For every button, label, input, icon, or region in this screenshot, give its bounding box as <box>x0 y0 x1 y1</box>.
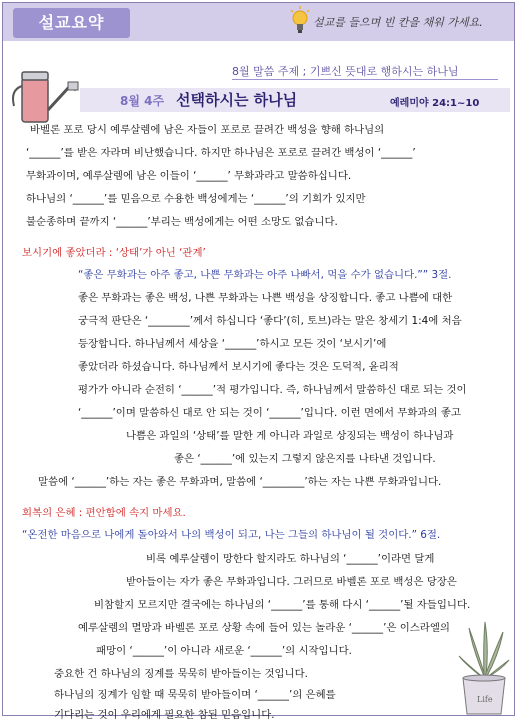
body-line: 기다리는 것이 우리에게 필요한 참된 믿음입니다. <box>54 709 275 721</box>
instruction-text: 설교를 들으며 빈 칸을 채워 가세요. <box>313 16 483 29</box>
intro-line: ‘______’를 받은 자라며 비난했습니다. 하지만 하나님은 포로로 끌려간 백성이 ‘______’ <box>26 147 416 159</box>
plant-pot-label: Life <box>477 695 493 704</box>
lightbulb-icon <box>288 6 312 36</box>
intro-line: 바벨론 포로 당시 예루살렘에 남은 자들이 포로로 끌려간 백성을 향해 하나님의 <box>30 124 385 136</box>
body-line: 좋은 ‘______’에 있는지 그렇지 않은지를 나타낸 것입니다. <box>174 453 436 465</box>
body-line: 비록 예루살렘이 망한다 할지라도 하나님의 ‘______’이라면 달게 <box>146 553 435 565</box>
body-line: 평가가 아니라 순전히 ‘______’적 평가입니다. 즉, 하나님께서 말씀하신 대로 되는 것이 <box>78 384 467 396</box>
body-line: 좋았더라 하셨습니다. 하나님께서 보시기에 좋다는 것은 도덕적, 윤리적 <box>78 361 399 373</box>
intro-line: 불순종하며 끝까지 ‘______’부리는 백성에게는 어떤 소망도 없습니다. <box>26 216 338 228</box>
section-tab: 설교요약 <box>13 8 130 38</box>
potted-plant-icon <box>455 620 513 716</box>
watering-can-icon <box>4 60 82 126</box>
divider <box>232 79 498 80</box>
monthly-topic: 8월 말씀 주제 ; 기쁘신 뜻대로 행하시는 하나님 <box>232 65 459 78</box>
sermon-title: 선택하시는 하나님 <box>176 91 298 109</box>
body-line: 패망이 ‘______’이 아니라 새로운 ‘______’의 시작입니다. <box>96 645 352 657</box>
body-line: 궁극적 판단은 ‘________’께서 하십니다 ‘좋다’(히, 토브)라는 말은 창세기 1:4에 처음 <box>78 315 462 327</box>
intro-line: 무화과이며, 예루살렘에 남은 이들이 ‘______’ 무화과라고 말씀하십니다. <box>26 170 352 182</box>
section-heading: 회복의 은혜 : 편안함에 속지 마세요. <box>22 507 186 519</box>
body-line: 비참할지 모르지만 결국에는 하나님의 ‘______’를 통해 다시 ‘______’될 자들입니다. <box>94 599 471 611</box>
section-heading: 보시기에 좋았더라 : ‘상태’가 아닌 ‘관계’ <box>22 247 206 259</box>
body-line: 중요한 건 하나님의 징계를 묵묵히 받아들이는 것입니다. <box>54 668 308 680</box>
scripture-quote: “온전한 마음으로 나에게 돌아와서 나의 백성이 되고, 나는 그들의 하나님이 될 것이다.” 6절. <box>22 529 441 541</box>
body-line: 등장합니다. 하나님께서 세상을 ‘______’하시고 모든 것이 ‘보시기’에 <box>78 338 387 350</box>
body-line: 받아들이는 자가 좋은 무화과입니다. 그러므로 바벨론 포로 백성은 당장은 <box>126 576 457 588</box>
body-line: 하나님의 징계가 임할 때 묵묵히 받아들이며 ‘______’의 은혜를 <box>54 689 336 701</box>
scripture-reference: 예레미야 24:1~10 <box>390 98 480 109</box>
body-line: 예루살렘의 멸망과 바벨론 포로 상황 속에 들어 있는 놀라운 ‘______’은 이스라엘의 <box>78 622 450 634</box>
intro-line: 하나님의 ‘______’를 믿음으로 수용한 백성에게는 ‘______’의 기회가 있지만 <box>26 193 366 205</box>
week-label: 8월 4주 <box>120 94 165 108</box>
scripture-quote: “좋은 무화과는 아주 좋고, 나쁜 무화과는 아주 나빠서, 먹을 수가 없습니다.”” 3절. <box>78 269 452 281</box>
body-line: 좋은 무화과는 좋은 백성, 나쁜 무화과는 나쁜 백성을 상징합니다. 좋고 나쁨에 대한 <box>78 292 453 304</box>
body-line: ‘______’이며 말씀하신 대로 안 되는 것이 ‘______’입니다. 이런 면에서 무화과의 좋고 <box>78 407 461 419</box>
body-line: 나쁨은 과일의 ‘상태’를 말한 게 아니라 과일로 상징되는 백성이 하나님과 <box>126 430 454 442</box>
body-line: 말씀에 ‘______’하는 자는 좋은 무화과며, 말씀에 ‘________’하는 자는 나쁜 무화과입니다. <box>38 476 442 488</box>
